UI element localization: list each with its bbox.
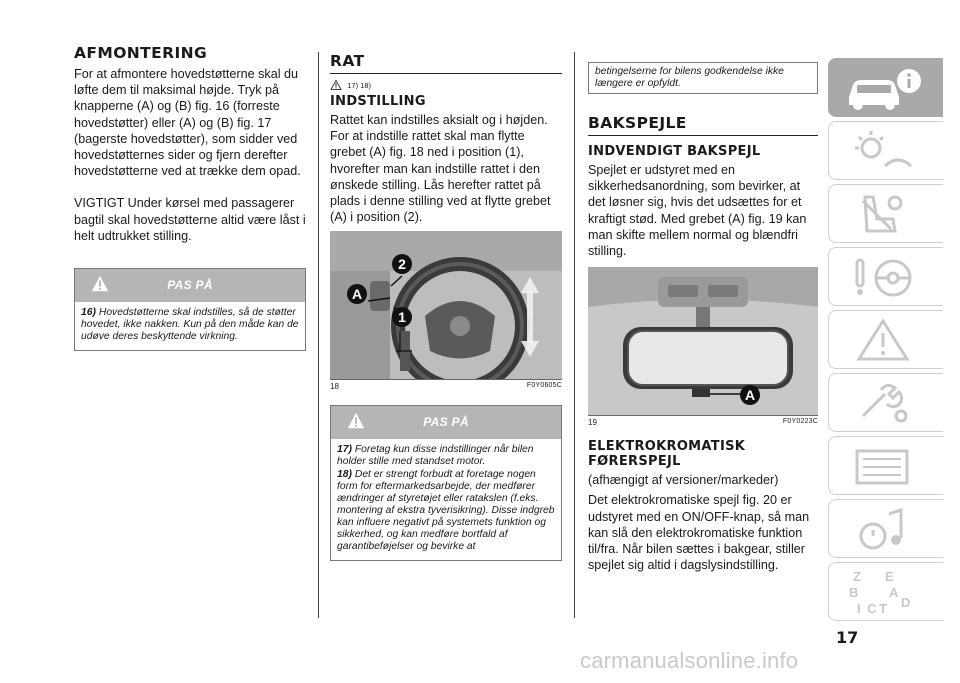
- multimedia-icon: [843, 504, 928, 554]
- warning-body: [75, 302, 305, 350]
- tab-multimedia[interactable]: [828, 499, 943, 558]
- warning-triangle-icon: [330, 80, 342, 90]
- figure-19-rear-view-mirror: [588, 267, 818, 416]
- steering-start-icon: [843, 252, 928, 302]
- figure-code: F0Y0605C: [526, 382, 562, 390]
- index-letter: E: [885, 569, 894, 584]
- warning-box: [74, 268, 306, 351]
- tab-seat-safety[interactable]: [828, 184, 943, 243]
- tab-car-info[interactable]: [828, 58, 943, 117]
- warning-header: [331, 406, 561, 439]
- rear-view-mirror-illustration: [588, 267, 818, 415]
- figure-number: 18: [330, 382, 339, 392]
- column-divider: [574, 52, 575, 618]
- service-maintenance-icon: [843, 378, 928, 428]
- index-letter: T: [879, 601, 887, 616]
- warning-text: Hovedstøtterne skal indstilles, så de støtter hovedet, ikke nakken. Kun på den måde kan de udøve deres beskyttende virkning.: [81, 307, 299, 343]
- figure-18-steering-wheel: [330, 231, 562, 380]
- watermark: carmanualsonline.info: [580, 648, 799, 673]
- index-letter: Z: [853, 569, 861, 584]
- subheading-line-1: ELEKTROKROMATISK: [588, 439, 746, 455]
- column-2: [330, 44, 562, 561]
- car-info-icon: [843, 63, 928, 113]
- section-heading-afmontering: AFMONTERING: [74, 44, 208, 62]
- body-paragraph: Rattet kan indstilles aksialt og i højden. For at indstille rattet skal man flytte grebet (A) fig. 18 ned i position (1), hvorefter man kan indstille rattet i den ønskede stilling. Lås herefter rattet på plads i denne stilling ved at flytte grebet (A) i position (2).: [330, 113, 551, 225]
- section-heading-bakspejle: BAKSPEJLE: [588, 114, 687, 132]
- callout-1-label: 1: [398, 309, 406, 326]
- chapter-tabs: [828, 58, 943, 625]
- body-paragraph: Det elektrokromatiske spejl fig. 20 er udstyret med en ON/OFF-knap, så man kan slå den elektrokromatiske funktion til/fra. Når bilen sættes i bakgear, stiller spejlet sig altid i dagslysindstilling.: [588, 493, 810, 573]
- warning-number: 17): [337, 444, 352, 456]
- figure-caption: [588, 418, 818, 427]
- tab-dashboard-lights[interactable]: [828, 121, 943, 180]
- reference-numbers: 17) 18): [347, 80, 371, 90]
- warning-item: [81, 307, 299, 343]
- warning-title: PAS PÅ: [167, 278, 213, 293]
- warning-header: [75, 269, 305, 302]
- index-icon: [843, 567, 928, 617]
- body-paragraph-important: VIGTIGT Under kørsel med passagerer bagtil skal hovedstøtterne altid være låst i helt udtrukket stilling.: [74, 196, 306, 243]
- subheading-elektrokromatisk: [588, 439, 818, 469]
- section-heading-rat: RAT: [330, 52, 365, 70]
- tab-technical-data[interactable]: [828, 436, 943, 495]
- subheading-indstilling: INDSTILLING: [330, 94, 426, 109]
- index-letter: A: [889, 585, 899, 600]
- figure-code: F0Y0223C: [782, 418, 818, 426]
- figure-caption: [330, 382, 562, 391]
- column-3: [588, 58, 818, 589]
- index-letter: D: [901, 595, 911, 610]
- figure-number: 19: [588, 418, 597, 428]
- warning-title: PAS PÅ: [423, 415, 469, 430]
- tab-steering-start[interactable]: [828, 247, 943, 306]
- subheading-line-2: FØRERSPEJL: [588, 454, 681, 470]
- technical-data-icon: [843, 441, 928, 491]
- warning-references: [330, 80, 562, 90]
- index-letter: C: [867, 601, 877, 616]
- warning-box: [330, 405, 562, 561]
- tab-road-warning[interactable]: [828, 310, 943, 369]
- body-paragraph: Spejlet er udstyret med en sikkerhedsanordning, som bevirker, at det løsner sig, hvis det udsættes for et kraftigt stød. Med grebet (A) fig. 19 kan man skifte mellem normal og blændfri stilling.: [588, 163, 807, 259]
- warning-number: 18): [337, 469, 352, 481]
- column-divider: [318, 52, 319, 618]
- seat-safety-icon: [843, 189, 928, 239]
- road-warning-icon: [843, 315, 928, 365]
- callout-a-label: A: [744, 387, 756, 404]
- warning-item: [337, 469, 555, 553]
- warning-continued-box: betingelserne for bilens godkendelse ikke længere er opfyldt.: [588, 62, 818, 94]
- warning-item: [337, 444, 555, 468]
- section-heading-rule: [330, 52, 562, 74]
- steering-wheel-illustration: [330, 231, 562, 379]
- index-letter: I: [857, 601, 861, 616]
- column-1: [74, 44, 306, 351]
- warning-text: Foretag kun disse indstillinger når bilen holder stille med standset motor.: [337, 444, 534, 468]
- index-letter: B: [849, 585, 859, 600]
- section-heading-rule: [588, 114, 818, 136]
- tab-index[interactable]: [828, 562, 943, 621]
- body-paragraph: For at afmontere hovedstøtterne skal du løfte dem til maksimal højde. Tryk på knapperne (A) og (B) fig. 16 (forreste hovedstøtter) eller (A) og (B) fig. 17 (bagerste hovedstøtter), som sidder ved hovedstøtternes sider og fjern derefter hovedstøtterne ved at trække dem opad.: [74, 67, 301, 179]
- tab-service-maintenance[interactable]: [828, 373, 943, 432]
- dashboard-lights-icon: [843, 126, 928, 176]
- body-paragraph-availability: (afhængigt af versioner/markeder): [588, 473, 779, 488]
- warning-number: 16): [81, 307, 96, 319]
- callout-2-label: 2: [398, 256, 406, 273]
- subheading-indvendigt-bakspejl: INDVENDIGT BAKSPEJL: [588, 144, 761, 159]
- page-number: 17: [836, 628, 859, 647]
- warning-text: Det er strengt forbudt at foretage nogen form for eftermarkedsarbejde, der medfører ændringer af styretøjet eller ratakslen (f.eks. montering af ekstra tyverisikring). Disse indgreb kan influere negativt på systemets funktion og sikkerhed, og kan medføre bortfald af garantibeføjelser og bevirke at: [337, 469, 555, 553]
- warning-body: [331, 439, 561, 560]
- callout-a-label: A: [351, 286, 363, 303]
